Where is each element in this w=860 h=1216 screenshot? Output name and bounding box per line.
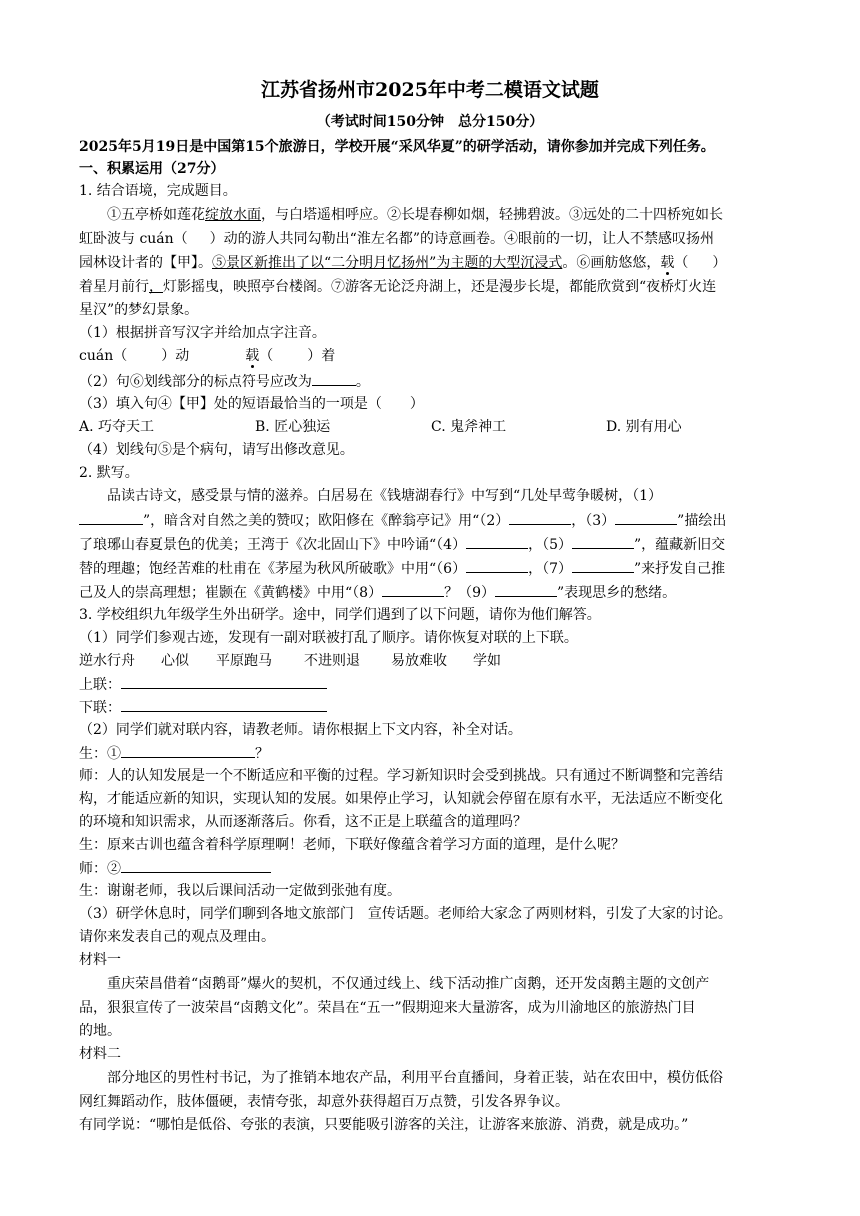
option-a[interactable]: A. 巧夺天工 [79, 419, 155, 435]
answer-blank[interactable] [572, 558, 634, 573]
section-heading: 一、积累运用（27分） [79, 161, 225, 177]
q3-sub2: （2）同学们就对联内容，请教老师。请你根据上下文内容，补全对话。 [79, 722, 522, 738]
upper-couplet-row: 上联： [79, 674, 327, 695]
couplet-word: 逆水行舟 [79, 653, 135, 669]
dotted-character: 载 [660, 255, 675, 271]
couplet-word: 心似 [161, 653, 189, 669]
answer-blank[interactable] [466, 534, 528, 549]
material-heading: 材料二 [79, 1046, 121, 1062]
dialogue-line: 的环境和知识需求，从而逐渐落后。你看，这不正是上联蕴含的道理吗？ [79, 814, 527, 830]
student-opinion: 有同学说：“哪怕是低俗、夸张的表演，只要能吸引游客的关注，让游客来旅游、消费，就是成功。” [79, 1117, 689, 1133]
dialogue-line: 生：原来古训也蕴含着科学原理啊！老师，下联好像蕴含着学习方面的道理，是什么呢？ [79, 837, 625, 853]
q1-passage-line: 星汉”的梦幻景象。 [79, 302, 199, 318]
q1-sub1-answer: cuán（ ）动 载（ ）着 [79, 348, 336, 364]
sentence-5-underlined: ⑤景区新推出了以“二分明月忆扬州”为主题的大型沉浸式 [212, 255, 563, 271]
answer-blank[interactable] [382, 582, 444, 597]
q3-heading: 3. 学校组织九年级学生外出研学。途中，同学们遇到了以下问题，请你为他们解答。 [79, 607, 601, 623]
upper-couplet-blank[interactable] [121, 674, 327, 689]
underlined-phrase: 绽放水面 [205, 207, 261, 223]
couplet-word: 平原跑马 [216, 653, 272, 669]
material-text: 网红舞蹈动作，肢体僵硬，表情夸张，却意外获得超百万点赞，引发各界争议。 [79, 1094, 569, 1110]
q1-sub2: （2）句⑥划线部分的标点符号应改为 。 [79, 371, 370, 392]
material-text: 部分地区的男性村书记，为了推销本地农产品，利用平台直播间，身着正装，站在农田中，模仿低俗 [107, 1070, 723, 1086]
q1-sub3: （3）填入句④【甲】处的短语最恰当的一项是（ ） [79, 396, 424, 412]
answer-blank[interactable] [615, 510, 677, 525]
q2-line: 了琅琊山春夏景色的优美；王湾于《次北固山下》中吟诵“（4） ，（5） ”，蕴藏新旧交 [79, 534, 725, 555]
q1-sub4: （4）划线句⑤是个病句，请写出修改意见。 [79, 442, 354, 458]
q1-passage-line: 着星月前行，灯影摇曳，映照亭台楼阁。⑦游客无论泛舟湖上，还是漫步长堤，都能欣赏到“夜桥灯火连 [79, 279, 717, 295]
q2-line: 己及人的崇高理想；崔颢在《黄鹤楼》中用“（8） ？（9） ”表现思乡的愁绪。 [79, 582, 676, 603]
material-heading: 材料一 [79, 952, 121, 968]
lower-couplet-blank[interactable] [121, 697, 327, 712]
q1-passage-line: ①五亭桥如莲花绽放水面，与白塔遥相呼应。②长堤春柳如烟，轻拂碧波。③远处的二十四桥宛如长 [107, 207, 723, 223]
dialogue-line: 生：谢谢老师，我以后课间活动一定做到张弛有度。 [79, 883, 401, 899]
dialogue-line: 师：② [79, 858, 271, 879]
lower-couplet-row: 下联： [79, 697, 327, 718]
material-text: 的地。 [79, 1023, 121, 1039]
q3-sub3: 请你来发表自己的观点及理由。 [79, 929, 275, 945]
dialogue-line: 生：① ？ [79, 743, 269, 764]
option-b[interactable]: B. 匠心独运 [255, 419, 331, 435]
intro-text: 2025年5月19日是中国第15个旅游日，学校开展“采风华夏”的研学活动，请你参加并完成下列任务。 [79, 139, 715, 155]
couplet-word: 易放难收 [391, 653, 447, 669]
q1-heading: 1. 结合语境，完成题目。 [79, 183, 237, 199]
couplet-word: 学如 [473, 653, 501, 669]
answer-blank[interactable] [572, 534, 634, 549]
material-text: 重庆荣昌借着“卤鹅哥”爆火的契机，不仅通过线上、线下活动推广卤鹅，还开发卤鹅主题的文创产 [107, 976, 710, 992]
dialogue-line: 师：人的认知发展是一个不断适应和平衡的过程。学习新知识时会受到挑战。只有通过不断调整和完善结 [79, 768, 723, 784]
answer-blank[interactable] [495, 582, 557, 597]
page-subtitle: （考试时间150分钟 总分150分） [316, 114, 544, 130]
q2-line: ”，暗含对自然之美的赞叹；欧阳修在《醉翁亭记》用“（2） ，（3） ”描绘出 [79, 510, 726, 531]
answer-blank[interactable] [312, 371, 356, 386]
q3-sub3: （3）研学休息时，同学们聊到各地文旅部门 宣传话题。老师给大家念了两则材料，引发了大家的讨论。 [79, 906, 732, 922]
option-c[interactable]: C. 鬼斧神工 [431, 419, 507, 435]
answer-blank[interactable] [466, 558, 528, 573]
answer-blank[interactable] [509, 510, 571, 525]
answer-blank[interactable] [121, 743, 255, 758]
material-text: 品，狠狠宣传了一波荣昌“卤鹅文化”。荣昌在“五一”假期迎来大量游客，成为川渝地区的旅游热门目 [79, 1000, 696, 1016]
couplet-word: 不进则退 [304, 653, 360, 669]
q1-passage-line: 虹卧波与 cuán（ ）动的游人共同勾勒出“淮左名都”的诗意画卷。④眼前的一切，让人不禁感叹扬州 [79, 231, 714, 247]
page-title: 江苏省扬州市2025年中考二模语文试题 [261, 79, 599, 101]
q1-passage-line: 园林设计者的【甲】。⑤景区新推出了以“二分明月忆扬州”为主题的大型沉浸式。⑥画舫悠悠，载（ ） [79, 255, 727, 271]
option-d[interactable]: D. 别有用心 [606, 419, 682, 435]
q3-sub1: （1）同学们参观古迹，发现有一副对联被打乱了顺序。请你恢复对联的上下联。 [79, 630, 578, 646]
dialogue-line: 构，才能适应新的知识，实现认知的发展。如果停止学习，认知就会停留在原有水平，无法适应不断变化 [79, 791, 723, 807]
answer-blank[interactable] [121, 858, 271, 873]
underlined-punctuation: ， [149, 279, 163, 295]
answer-blank[interactable] [79, 510, 143, 525]
q2-line: 替的理趣；饱经苦难的杜甫在《茅屋为秋风所破歌》中用“（6） ，（7） ”来抒发自己推 [79, 558, 725, 579]
q2-line: 品读古诗文，感受景与情的滋养。白居易在《钱塘湖春行》中写到“几处早莺争暖树，（1） [107, 488, 663, 504]
q2-heading: 2. 默写。 [79, 465, 139, 481]
q1-sub1: （1）根据拼音写汉字并给加点字注音。 [79, 325, 326, 341]
